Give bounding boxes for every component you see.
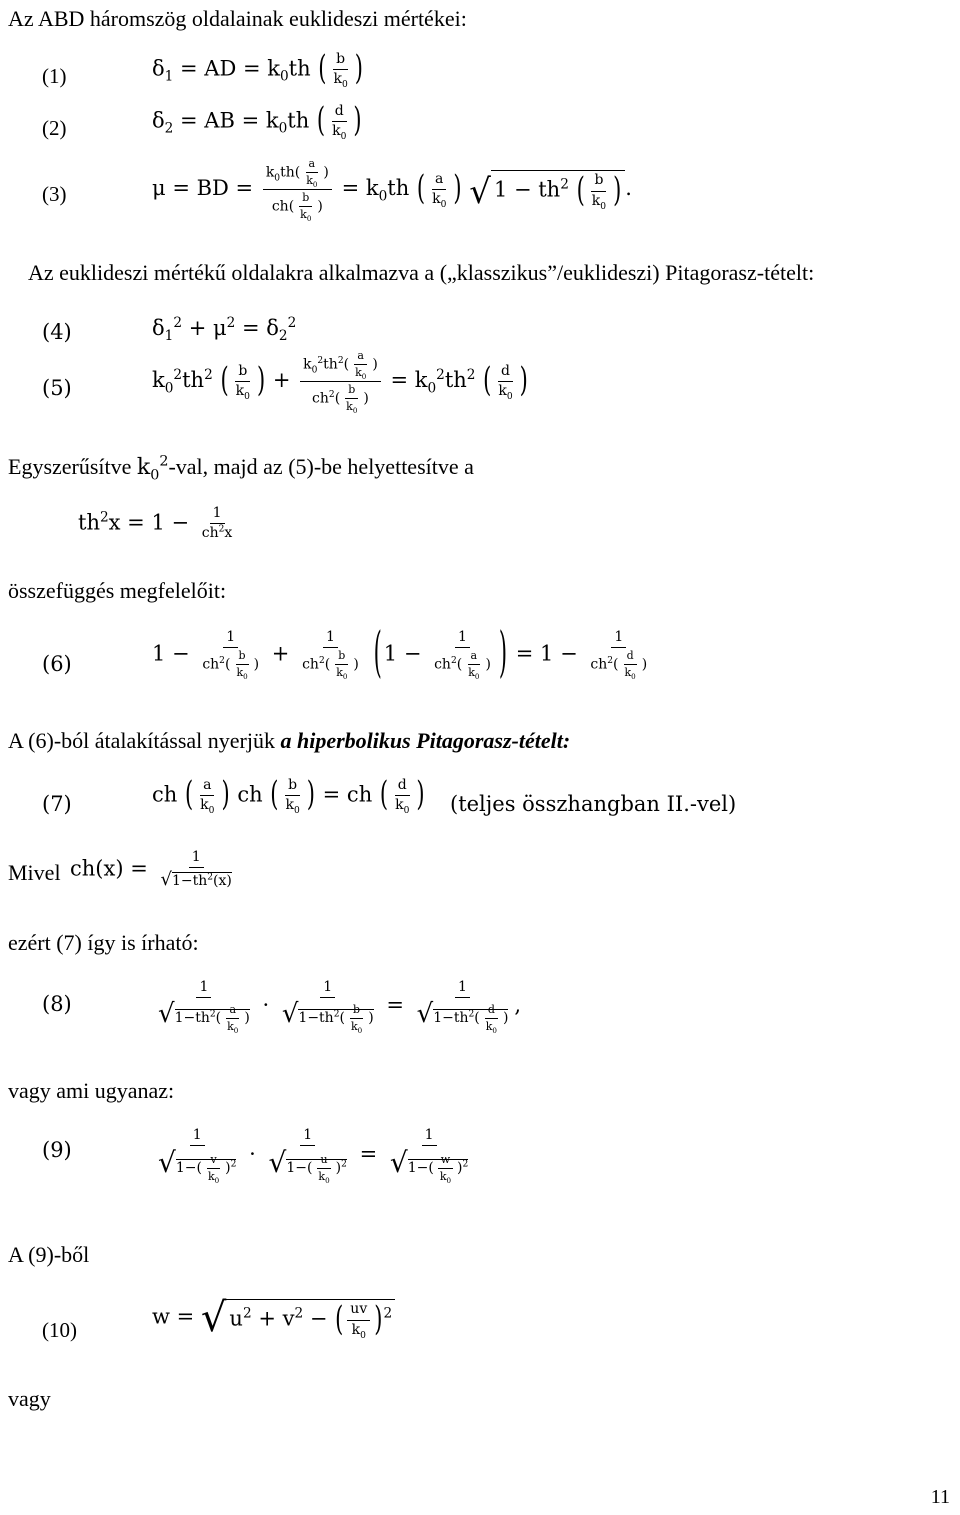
paragraph-simplify-post: -val, majd az (5)-be helyettesítve a [168,454,474,479]
paragraph-simplify-pre: Egyszerűsítve [8,454,137,479]
paragraph-since [8,862,61,884]
equation-9: 1 √1−( $\frac{v}{k_0}$ )$^2$ · 1 √1−( $\frac{u}{k_0}$ )$^2$ = 1 √1−( $\frac{w}{k_0}$ )$^2$ [158,1127,469,1186]
equation-label-7: (7) [42,792,72,816]
paragraph-hyperbolic-pre: A (6)-ból átalakítással nyerjük [8,728,281,753]
hyperbolic-theorem-title: a hiperbolikus Pitagorasz-tételt: [280,728,571,753]
paragraph-since-text: Mivel [8,860,61,885]
paragraph-correspondences: összefüggés megfelelőit: [8,578,227,603]
equation-8: 1 $√1-th^2$( $\frac{a}{k_0}$ ) · 1 $√1-th^2$( $\frac{b}{k_0}$ ) = 1 $√1-th^2$( $\frac{d}{k_0}$ ) , [158,979,522,1036]
paragraph-or-same: vagy ami ugyanaz: [8,1078,175,1103]
page-number: 11 [930,1486,950,1508]
equation-label-9: (9) [42,1138,72,1162]
paragraph-simplify: Egyszerűsítve $k_0^2$-val, majd az (5)-be helyettesítve a [8,453,474,484]
paragraph-from-9: A (9)-ből [8,1242,90,1267]
paragraph-hyperbolic-pythagoras [8,730,570,752]
equation-1: $\delta_1$ = AD = $k_0th$ ( $\frac{b}{k_0}$ ) [152,48,363,91]
equation-7: ch ( $\frac{a}{k_0}$ ) ch ( $\frac{b}{k_0}$ ) = ch ( $\frac{d}{k_0}$ ) [152,774,425,817]
paragraph-or: vagy [8,1386,51,1411]
identity-ch-sqrt: ch(x) = $\frac{1}{√1-th^2(x)}$ [70,849,232,891]
equation-label-5: (5) [42,376,72,400]
equation-4: $\delta_1^2 + \mu^2 = \delta_2^2$ [152,315,297,345]
identity-th-ch: $th^2x = 1$ − $\frac{1}{ch^2x}$ [78,505,233,542]
equation-label-2: (2) [42,116,67,140]
equation-label-6: (6) [42,652,72,676]
equation-label-1: (1) [42,64,67,88]
equation-3: μ = BD = $k_0th$( $\frac{a}{k_0}$ ) ch( $\frac{b}{k_0}$ ) = $k_0th$ ( $\frac{a}{k_0}$ ) √ $1 - th^2$ ( $\frac{b}{k_0}$ ) . [152,157,632,224]
equation-label-4: (4) [42,320,72,344]
paragraph-therefore: ezért (7) így is írható: [8,930,199,955]
equation-label-10: (10) [42,1318,77,1342]
equation-label-8: (8) [42,992,72,1016]
equation-label-3: (3) [42,182,67,206]
equation-6: 1 − 1 $ch^2$( $\frac{b}{k_0}$ ) + 1 $ch^2$( $\frac{b}{k_0}$ ) (1 − 1 $ch^2$( $\frac{a}{k_0}$ ) ) = 1 − 1 $ch^2$( $\frac{d}{k_0}$ ) [152,621,648,684]
equation-7-note: (teljes összhangban II.-vel) [450,792,737,816]
section-heading: Az ABD háromszög oldalainak euklideszi mértékei: [8,6,467,31]
paragraph-pythagoras-intro: Az euklideszi mértékű oldalakra alkalmazva a („klasszikus”/euklideszi) Pitagorasz-tételt: [28,260,815,285]
equation-5: $k_0^2th^2$ ( $\frac{b}{k_0}$ ) + $k_0^2th^2$( $\frac{a}{k_0}$ ) $ch^2$( $\frac{b}{k_0}$ ) = $k_0^2th^2$ ( $\frac{d}{k_0}$ ) [152,349,528,416]
equation-2: $\delta_2$ = AB = $k_0th$ ( $\frac{d}{k_0}$ ) [152,100,362,143]
equation-10: w = √ $u^2 + v^2$ − ( $\frac{uv}{k_0}$ )$^2$ [152,1298,395,1338]
